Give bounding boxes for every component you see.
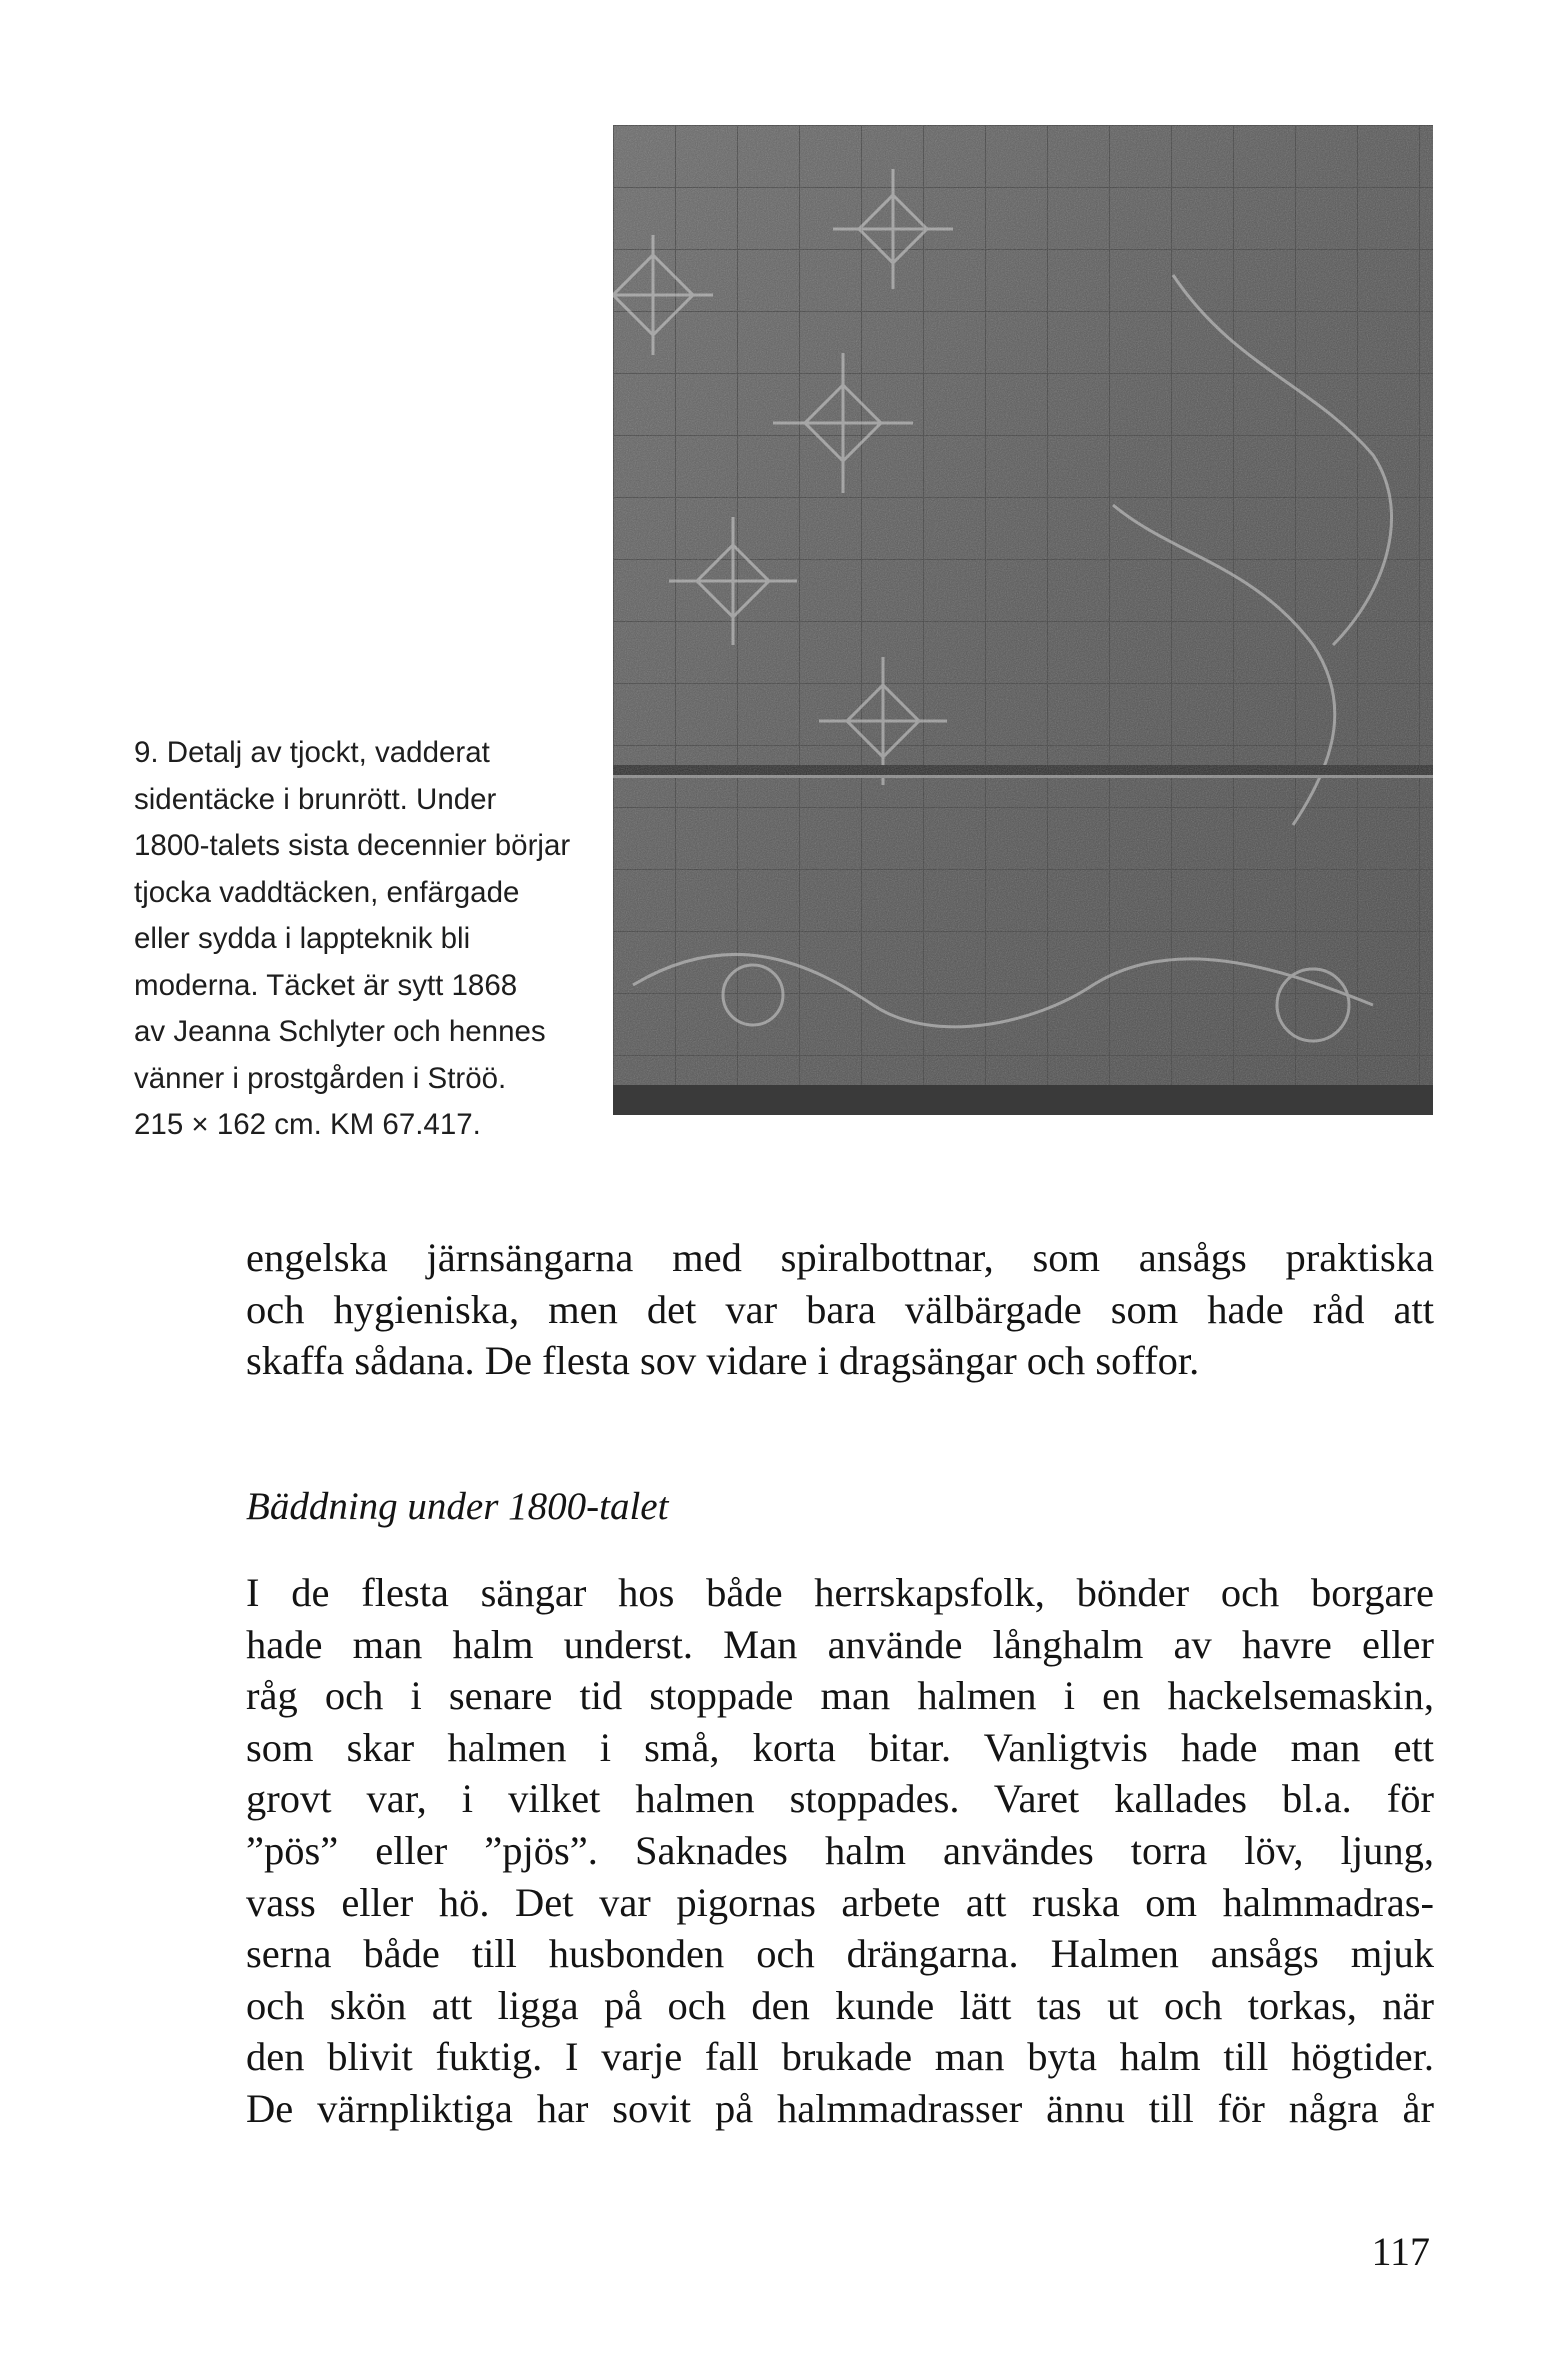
- text-line: serna både till husbonden och drängarna. Halmen ansågs mjuk: [246, 1931, 1434, 1977]
- text-line: och skön att ligga på och den kunde lätt tas ut och torkas, när: [246, 1982, 1434, 2028]
- text-line: I de flesta sängar hos både herrskapsfolk, bönder och borgare: [246, 1570, 1434, 1615]
- text-line: och hygieniska, men det var bara välbärgade som hade råd att: [246, 1286, 1434, 1332]
- text-line: engelska järnsängarna med spiralbottnar, som ansågs praktiska: [246, 1235, 1434, 1280]
- text-line: vass eller hö. Det var pigornas arbete att ruska om halmmadras-: [246, 1879, 1434, 1925]
- caption-line: vänner i prostgården i Ströö.: [134, 1061, 507, 1095]
- text-line: råg och i senare tid stoppade man halmen i en hackelsemaskin,: [246, 1673, 1434, 1719]
- caption-line: sidentäcke i brunrött. Under: [134, 782, 497, 816]
- text-line: skaffa sådana. De flesta sov vidare i dragsängar och soffor.: [246, 1338, 1200, 1384]
- section-heading: Bäddning under 1800-talet: [246, 1485, 669, 1528]
- caption-line: eller sydda i lappteknik bli: [134, 922, 471, 955]
- text-line: den blivit fuktig. I varje fall brukade man byta halm till högtider.: [246, 2034, 1434, 2080]
- text-line: hade man halm underst. Man använde långhalm av havre eller: [246, 1621, 1434, 1667]
- text-line: som skar halmen i små, korta bitar. Vanligtvis hade man ett: [246, 1724, 1434, 1770]
- caption-line: av Jeanna Schlyter och hennes: [134, 1015, 546, 1048]
- quilt-illustration: [613, 125, 1433, 1115]
- caption-line: 215 × 162 cm. KM 67.417.: [134, 1108, 481, 1141]
- caption-line: 1800-talets sista decennier börjar: [134, 829, 571, 862]
- text-line: ”pös” eller ”pjös”. Saknades halm användes torra löv, ljung,: [246, 1827, 1434, 1873]
- caption-line: 9. Detalj av tjockt, vadderat: [134, 736, 490, 769]
- paragraph-continuation: [246, 1232, 1434, 1387]
- text-line: grovt var, i vilket halmen stoppades. Varet kallades bl.a. för: [246, 1776, 1434, 1822]
- caption-line: tjocka vaddtäcken, enfärgade: [134, 875, 520, 909]
- page-number: 117: [1371, 2229, 1430, 2274]
- quilt-photograph: [613, 125, 1433, 1115]
- text-line: De värnpliktiga har sovit på halmmadrasser ännu till för några år: [246, 2085, 1434, 2131]
- figure-caption: [134, 730, 571, 1149]
- paragraph-baddning: [246, 1567, 1434, 2135]
- caption-line: moderna. Täcket är sytt 1868: [134, 968, 518, 1002]
